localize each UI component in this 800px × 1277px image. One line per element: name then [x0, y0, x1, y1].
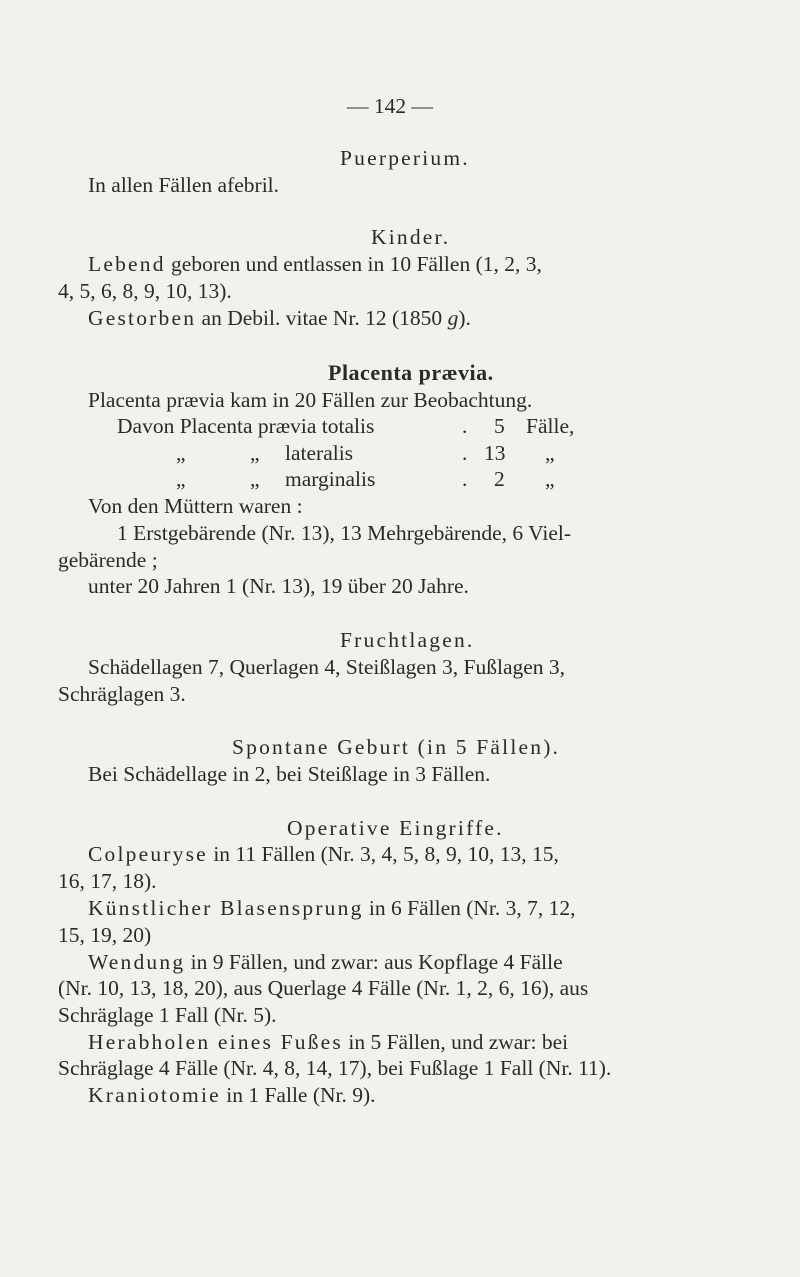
- puerperium-text: In allen Fällen afebril.: [88, 173, 280, 197]
- row-count: 13: [484, 441, 506, 465]
- row-label: lateralis: [285, 441, 354, 465]
- herabholen-cont: Schräglage 4 Fälle (Nr. 4, 8, 14, 17), bei Fußlage 1 Fall (Nr. 11).: [58, 1056, 612, 1080]
- row-label: Davon Placenta prævia totalis: [117, 414, 375, 438]
- row-unit: Fälle,: [526, 414, 575, 438]
- ditto-mark: „: [176, 467, 186, 491]
- row-count: 5: [494, 414, 505, 438]
- blasensprung-line: [88, 895, 576, 921]
- wendung-text: in 9 Fällen, und zwar: aus Kopflage 4 Fälle: [185, 950, 563, 974]
- kraniotomie-text: in 1 Falle (Nr. 9).: [220, 1083, 376, 1107]
- fruchtlagen-line1: Schädellagen 7, Querlagen 4, Steißlagen 3, Fußlagen 3,: [88, 655, 566, 679]
- alter-line: unter 20 Jahren 1 (Nr. 13), 19 über 20 Jahre.: [88, 574, 469, 598]
- kraniotomie-line: [88, 1082, 376, 1108]
- operative-heading: Operative Eingriffe.: [287, 816, 504, 840]
- ditto-mark: „: [176, 441, 186, 465]
- ditto-mark: „: [250, 467, 260, 491]
- lebend-label: Lebend: [88, 252, 166, 276]
- kinder-gestorben-line: [88, 305, 471, 331]
- spontane-geburt-text: Bei Schädellage in 2, bei Steißlage in 3 Fällen.: [88, 762, 491, 786]
- colpeuryse-line: [88, 841, 559, 867]
- blasensprung-cont: 15, 19, 20): [58, 923, 152, 947]
- lebend-text: geboren und entlassen in 10 Fällen (1, 2, 3,: [165, 252, 542, 276]
- blasensprung-text: in 6 Fällen (Nr. 3, 7, 12,: [363, 896, 576, 920]
- row-dots: .: [462, 441, 468, 465]
- herabholen-line: [88, 1029, 568, 1055]
- colpeuryse-text: in 11 Fällen (Nr. 3, 4, 5, 8, 9, 10, 13, 15,: [207, 842, 559, 866]
- gestorben-text: an Debil. vitae Nr. 12 (1850: [196, 306, 448, 330]
- colpeuryse-label: Colpeuryse: [88, 842, 208, 866]
- row-dots: .: [462, 467, 468, 491]
- row-unit: „: [545, 441, 555, 465]
- placenta-intro: Placenta prævia kam in 20 Fällen zur Beobachtung.: [88, 388, 533, 412]
- kinder-lebend-line: [88, 251, 542, 277]
- gestorben-end: ).: [458, 306, 471, 330]
- herabholen-label: Herabholen eines Fußes: [88, 1030, 343, 1054]
- placenta-heading: Placenta prævia.: [328, 360, 494, 385]
- table-row: [117, 413, 374, 439]
- ditto-mark: „: [250, 441, 260, 465]
- row-unit: „: [545, 467, 555, 491]
- fruchtlagen-heading: Fruchtlagen.: [340, 628, 475, 652]
- wendung-label: Wendung: [88, 950, 186, 974]
- blasensprung-label: Künstlicher Blasensprung: [88, 896, 364, 920]
- kinder-heading: Kinder.: [371, 225, 451, 249]
- muetter-line1: 1 Erstgebärende (Nr. 13), 13 Mehrgebärende, 6 Viel-: [117, 521, 572, 545]
- puerperium-heading: Puerperium.: [340, 146, 470, 170]
- wendung-cont2: Schräglage 1 Fall (Nr. 5).: [58, 1003, 277, 1027]
- kinder-lebend-cont: 4, 5, 6, 8, 9, 10, 13).: [58, 279, 232, 303]
- page-number: — 142 —: [347, 94, 433, 118]
- herabholen-text: in 5 Fällen, und zwar: bei: [342, 1030, 569, 1054]
- muetter-line2: gebärende ;: [58, 548, 158, 572]
- row-dots: .: [462, 414, 468, 438]
- row-label: marginalis: [285, 467, 376, 491]
- fruchtlagen-line2: Schräglagen 3.: [58, 682, 186, 706]
- row-count: 2: [494, 467, 505, 491]
- kraniotomie-label: Kraniotomie: [88, 1083, 221, 1107]
- muetter-intro: Von den Müttern waren :: [88, 494, 303, 518]
- gestorben-unit: g: [447, 306, 459, 330]
- colpeuryse-cont: 16, 17, 18).: [58, 869, 157, 893]
- wendung-cont1: (Nr. 10, 13, 18, 20), aus Querlage 4 Fälle (Nr. 1, 2, 6, 16), aus: [58, 976, 589, 1000]
- wendung-line: [88, 949, 563, 975]
- gestorben-label: Gestorben: [88, 306, 197, 330]
- spontane-geburt-heading: Spontane Geburt (in 5 Fällen).: [232, 735, 561, 759]
